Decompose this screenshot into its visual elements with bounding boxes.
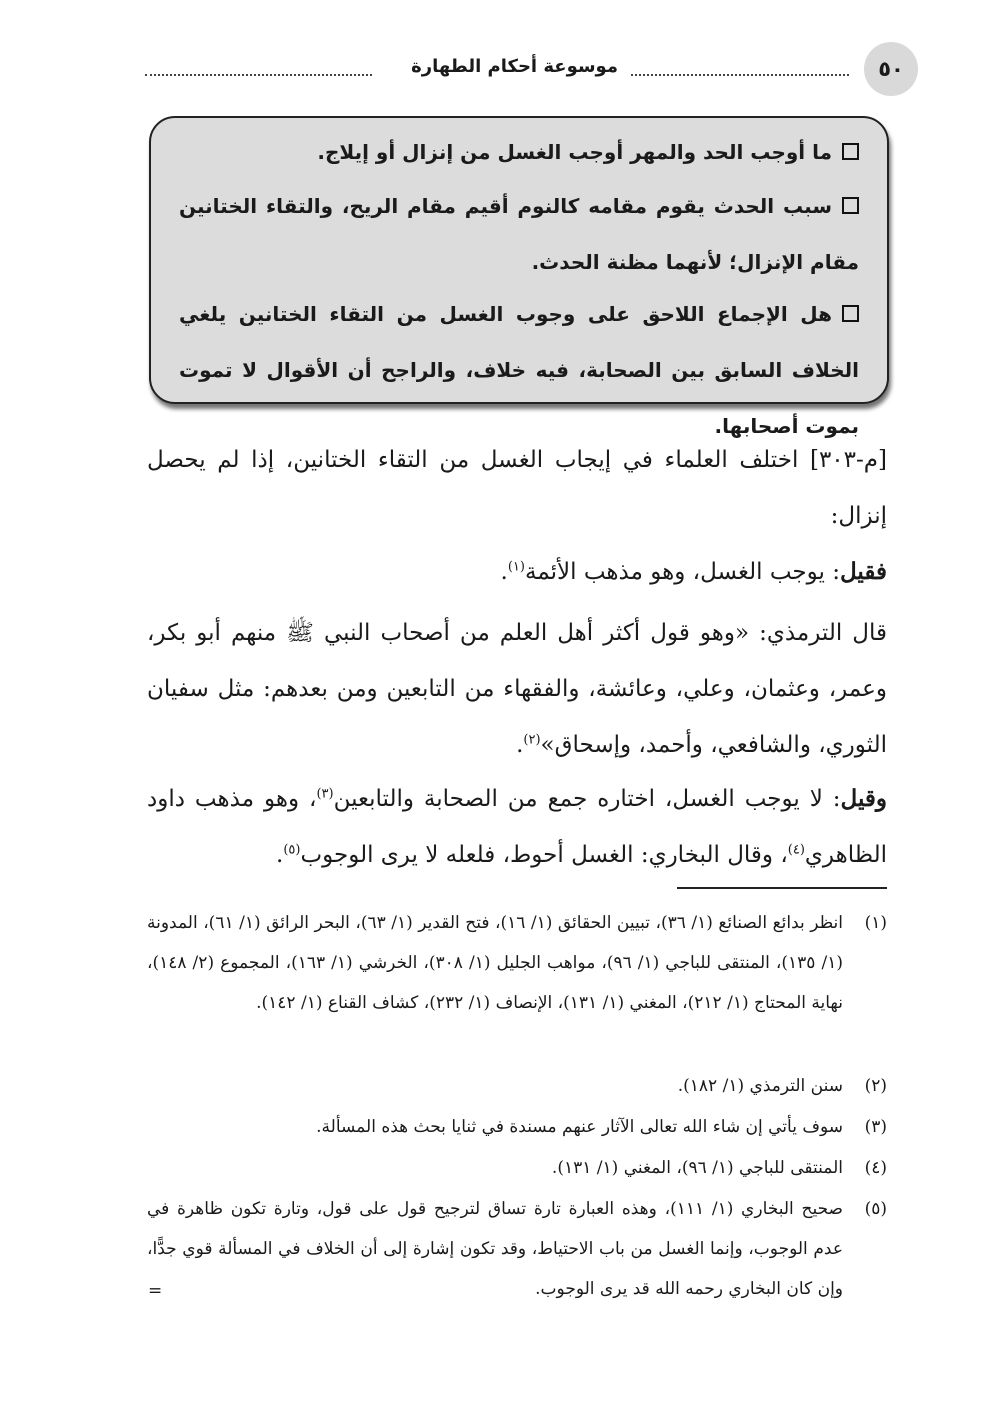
- punctuation: .: [516, 732, 524, 758]
- footnote-ref[interactable]: (٤): [787, 842, 805, 858]
- page-header: [145, 42, 904, 98]
- paragraph-first-opinion: [147, 544, 887, 600]
- paragraph-text: ، وهو مذهب داود الظاهري: [147, 786, 887, 868]
- checkbox-square-icon: [842, 197, 859, 214]
- opinion-term: وقيل: [840, 785, 888, 812]
- footnote-number: (٤): [864, 1158, 887, 1178]
- footnote: [147, 903, 887, 1023]
- paragraph-text: : يوجب الغسل، وهو مذهب الأئمة: [524, 559, 840, 585]
- summary-item-text: هل الإجماع اللاحق على وجوب الغسل من التقاء الختانين يلغي الخلاف السابق بين الصحابة، فيه خلاف، والراجح أن الأقوال لا تموت بموت أصحابها.: [179, 302, 859, 438]
- footnote-number: (٥): [864, 1199, 887, 1219]
- footnote-text: سنن الترمذي (١/ ١٨٢).: [677, 1076, 843, 1096]
- header-dotted-rule-left: [145, 74, 372, 76]
- footnote-ref[interactable]: (٥): [283, 842, 301, 858]
- paragraph-text: : لا يوجب الغسل، اختاره جمع من الصحابة والتابعين: [333, 786, 841, 812]
- footnote: [147, 1148, 887, 1188]
- footnote-ref[interactable]: (٢): [523, 732, 541, 748]
- footnote-text: سوف يأتي إن شاء الله تعالى الآثار عنهم مسندة في ثنايا بحث هذه المسألة.: [316, 1117, 843, 1137]
- summary-item-text: سبب الحدث يقوم مقامه كالنوم أقيم مقام الريح، والتقاء الختانين مقام الإنزال؛ لأنهما مظنة الحدث.: [179, 194, 859, 274]
- footnote: [147, 1066, 887, 1106]
- running-title: موسوعة أحكام الطهارة: [405, 56, 624, 77]
- summary-item-text: ما أوجب الحد والمهر أوجب الغسل من إنزال أو إيلاج.: [317, 140, 832, 164]
- summary-box: [149, 116, 889, 438]
- footnote: [147, 1107, 887, 1147]
- checkbox-square-icon: [842, 305, 859, 322]
- opinion-term: فقيل: [840, 558, 887, 585]
- summary-item: [179, 286, 859, 454]
- summary-item: [179, 178, 859, 290]
- paragraph-issue-statement: [م-٣٠٣] اختلف العلماء في إيجاب الغسل من التقاء الختانين، إذا لم يحصل إنزال:: [147, 447, 887, 529]
- footnote-text: صحيح البخاري (١/ ١١١)، وهذه العبارة تارة تساق لترجيح قول على قول، وتارة تكون ظاهرة في عدم الوجوب، وإنما الغسل من باب الاحتياط، وقد تكون إشارة إلى أن الخلاف في المسألة قوي جدًّا، وإن كان البخاري رحمه الله قد يرى الوجوب.: [147, 1199, 843, 1299]
- continuation-mark: =: [148, 1281, 163, 1301]
- footnote-ref[interactable]: (١): [507, 559, 525, 575]
- footnote-text: انظر بدائع الصنائع (١/ ٣٦)، تبيين الحقائق (١/ ١٦)، فتح القدير (١/ ٦٣)، البحر الرائق (١/ ٦١)، المدونة (١/ ١٣٥)، المنتقى للباجي (١/ ٩٦)، مواهب الجليل (١/ ٣٠٨)، الخرشي (١/ ١٦٣)، المجموع (٢/ ١٤٨)، نهاية المحتاج (١/ ٢١٢)، المغني (١/ ١٣١)، الإنصاف (١/ ٢٣٢)، كشاف القناع (١/ ١٤٢).: [147, 913, 843, 1013]
- paragraph-tirmidhi-quote: [147, 605, 887, 773]
- footnote-number: (١): [864, 913, 887, 933]
- footnote-number: (٣): [864, 1117, 887, 1137]
- footnote-number: (٢): [864, 1076, 887, 1096]
- paragraph-text: ، وقال البخاري: الغسل أحوط، فلعله لا يرى الوجوب: [300, 842, 788, 868]
- footnote-ref[interactable]: (٣): [316, 786, 334, 802]
- checkbox-square-icon: [842, 143, 859, 160]
- footnote-separator: [677, 887, 887, 889]
- page-number: ٥٠: [864, 42, 918, 96]
- footnote: [147, 1189, 887, 1309]
- paragraph-second-opinion: [147, 771, 887, 883]
- punctuation: .: [276, 842, 284, 868]
- footnote-text: المنتقى للباجي (١/ ٩٦)، المغني (١/ ١٣١).: [551, 1158, 843, 1178]
- summary-item: [179, 124, 859, 180]
- punctuation: .: [500, 559, 508, 585]
- paragraph-text: قال الترمذي: «وهو قول أكثر أهل العلم من أصحاب النبي ﷺ منهم أبو بكر، وعمر، وعثمان، وعلي، وعائشة، والفقهاء من التابعين ومن بعدهم: مثل سفيان الثوري، والشافعي، وأحمد، وإسحاق»: [147, 620, 887, 758]
- header-dotted-rule-right: [631, 74, 849, 76]
